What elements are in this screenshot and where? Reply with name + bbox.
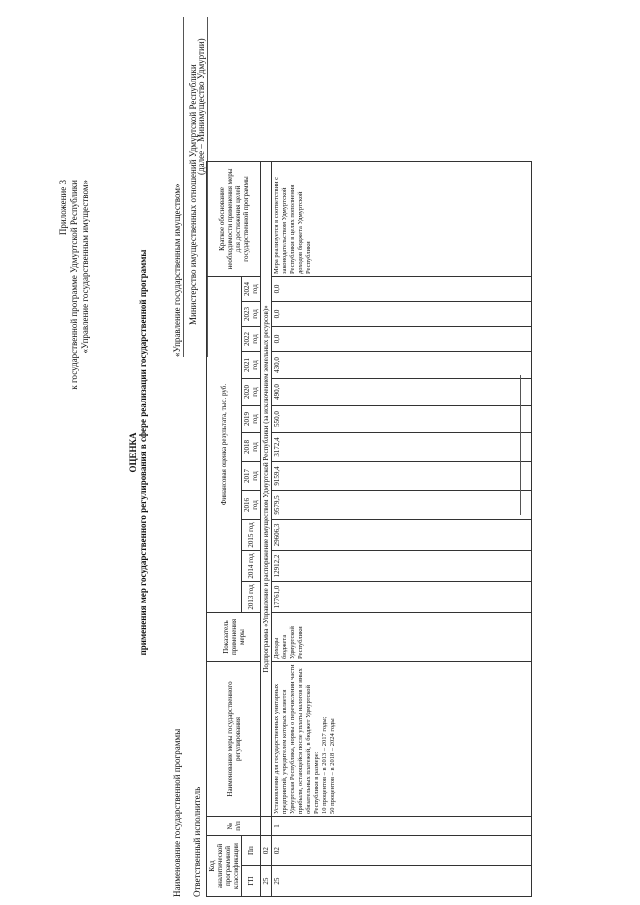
title-line1: ОЦЕНКА xyxy=(128,432,138,473)
program-label: Наименование государственной программы xyxy=(172,728,182,897)
row-value: 0,0 xyxy=(272,277,532,302)
appendix-line2: к государственной программе Удмуртской Республики xyxy=(69,180,79,390)
row-measure xyxy=(272,662,532,817)
sub-pp: 02 xyxy=(261,836,272,866)
table-row xyxy=(272,162,532,897)
row-value: 3172,4 xyxy=(272,433,532,462)
th-finance: Финансовая оценка результата, тыс. руб. xyxy=(207,277,242,613)
row-value: 0,0 xyxy=(272,327,532,352)
program-value: «Управление государственным имуществом» xyxy=(172,183,182,357)
page-title xyxy=(128,0,148,905)
sub-title: Подпрограмма «Управление и распоряжение имуществом Удмуртской Республики (за исключением земельных ресурсов)» xyxy=(261,162,272,817)
th-year: 2018 год xyxy=(242,433,261,462)
row-rationale: Мера реализуется в соответствии с законодательством Удмуртской Республики в целях пополнения доходов бюджета Удмуртской Республики xyxy=(272,162,532,277)
th-year: 2015 год xyxy=(242,520,261,551)
th-rationale: Краткое обоснование необходимости применения меры для достижения целей государственной программы xyxy=(207,162,261,277)
row-num: 1 xyxy=(272,817,532,836)
measure-text: Установление для государственных унитарных предприятий, учредителем которых является Удмуртская Республика, нормы о перечислении части прибыли, остающейся после уплаты налогов и иных обязательных платежей, в бюджет Удмуртской Республики в размере: xyxy=(273,664,320,814)
row-value: 0,0 xyxy=(272,302,532,327)
th-year: 2017 год xyxy=(242,462,261,491)
th-gp: ГП xyxy=(242,866,261,897)
measure-a: 10 процентов – в 2013 – 2017 годы; xyxy=(321,716,328,814)
th-measure: Наименование меры государственного регулирования xyxy=(207,662,261,817)
row-value: 29606,3 xyxy=(272,520,532,551)
th-indicator: Показатель применения меры xyxy=(207,613,261,662)
sub-gp: 25 xyxy=(261,866,272,897)
program-underline xyxy=(183,17,184,357)
sub-num xyxy=(261,817,272,836)
signature-line xyxy=(520,375,521,515)
row-value: 490,0 xyxy=(272,379,532,406)
row-value: 430,0 xyxy=(272,352,532,379)
th-pp: Пп xyxy=(242,836,261,866)
executor-short: (далее – Минимущество Удмуртии) xyxy=(196,38,206,175)
row-value: 550,0 xyxy=(272,406,532,433)
th-year: 2016 год xyxy=(242,491,261,520)
executor-label: Ответственный исполнитель xyxy=(192,786,202,897)
executor-value: Министерство имущественных отношений Удмуртской Республики xyxy=(188,64,198,325)
row-value: 9159,4 xyxy=(272,462,532,491)
row-indicator: Доходы бюджета Удмуртской Республики xyxy=(272,613,532,662)
th-year: 2014 год xyxy=(242,551,261,582)
appendix-line3: «Управление государственным имуществом» xyxy=(80,180,90,354)
th-code: Код аналитической программной классификации xyxy=(207,836,242,897)
th-year: 2013 год xyxy=(242,582,261,613)
th-num: № п/п xyxy=(207,817,261,836)
th-year: 2021 год xyxy=(242,352,261,379)
row-pp: 02 xyxy=(272,836,532,866)
appendix-header xyxy=(58,180,91,480)
title-line2: применения мер государственного регулирования в сфере реализации государственной программы xyxy=(138,249,148,656)
regulation-table xyxy=(206,161,532,897)
th-year: 2022 год xyxy=(242,327,261,352)
th-year: 2024 год xyxy=(242,277,261,302)
th-year: 2019 год xyxy=(242,406,261,433)
th-year: 2023 год xyxy=(242,302,261,327)
subprogram-row xyxy=(261,162,272,897)
row-value: 12912,2 xyxy=(272,551,532,582)
measure-b: 50 процентов – в 2018 – 2024 годы xyxy=(329,718,336,814)
row-gp: 25 xyxy=(272,866,532,897)
row-value: 17761,0 xyxy=(272,582,532,613)
th-year: 2020 год xyxy=(242,379,261,406)
appendix-line1: Приложение 3 xyxy=(58,180,68,236)
row-value: 9579,5 xyxy=(272,491,532,520)
